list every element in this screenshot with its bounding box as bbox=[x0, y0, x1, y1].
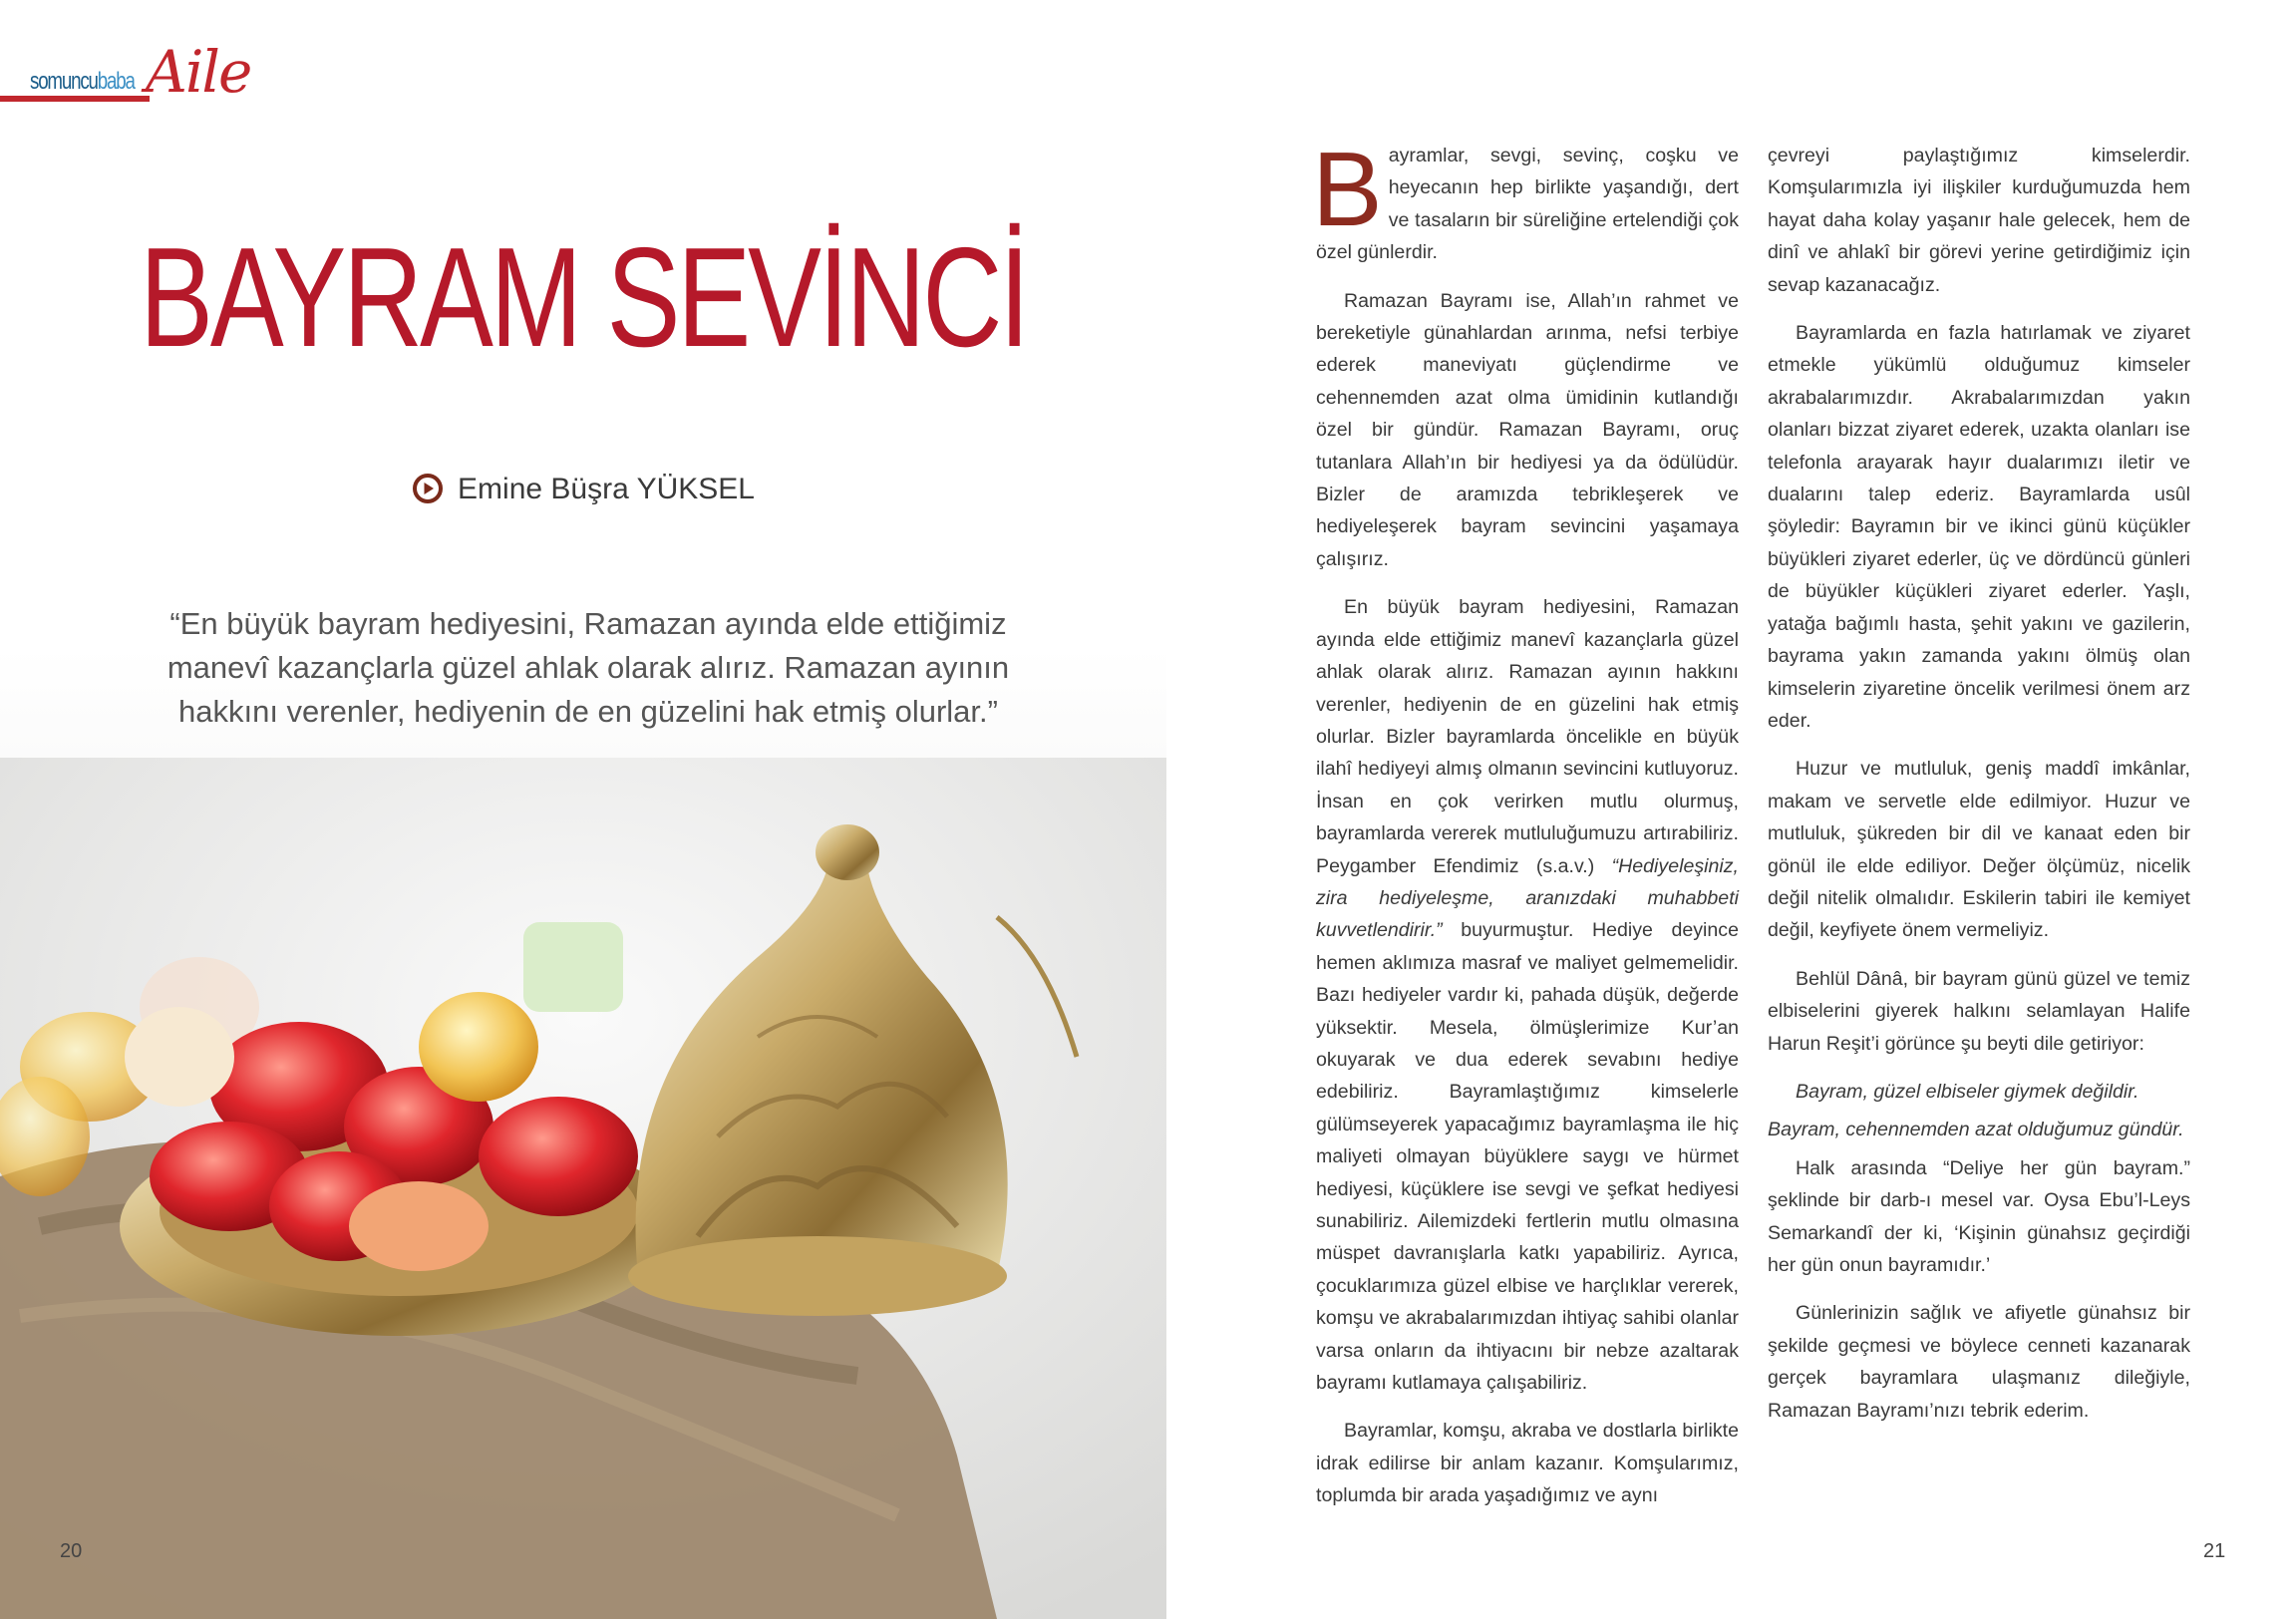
paragraph-9: Halk arasında “Deliye her gün bayram.” şeklinde bir darb-ı mesel var. Oysa Ebu’l-Leys Semarkandî der ki, ‘Kişinin günahsız geçirdiği her gün onun bayramıdır.’ bbox=[1768, 1156, 2190, 1276]
page-number-right: 21 bbox=[2203, 1540, 2226, 1562]
brand-part1: somuncu bbox=[30, 68, 98, 95]
paragraph-6: Bayramlarda en fazla hatırlamak ve ziyaret etmekle yükümlü olduğumuz kimseler akrabalarımızdır. Akrabalarımızdan yakın olanları bizzat ziyaret ederek, uzakta olanları ise telefonla arayarak hayır dualarımızı iletir ve dualarını talep ederiz. Bayramlarda usûl şöyledir: Bayramın bir ve ikinci günü küçükler büyükleri ziyaret ederler, üç ve dördüncü günleri de büyükler küçükleri ziyaret ederler. Yaşlı, yatağa bağımlı hasta, şehit yakını ve gazilerin, bayrama yakın zamanda yakını ölmüş olan kimselerin ziyaretine öncelik verilmesi önem arz eder. bbox=[1768, 322, 2190, 732]
paragraph-7: Huzur ve mutluluk, geniş maddî imkânlar, makam ve servetle elde edilmiyor. Huzur ve mutluluk, şükreden bir dil ve kanaat eden bir gönül ile elde ediliyor. Değer ölçümüz, nicelik değil nitelik olmalıdır. Eskilerin tabiri ile kemiyet değil, keyfiyete önem vermeliyiz. bbox=[1768, 758, 2190, 942]
paragraph-4: Bayramlar, komşu, akraba ve dostlarla birlikte idrak edilirse bir anlam kazanır. Komşularımız, toplumda bir arada yaşadığımız ve aynı bbox=[1316, 1420, 1739, 1507]
paragraph-8: Behlül Dânâ, bir bayram günü güzel ve temiz elbiselerini giyerek halkını selamlayan Halife Harun Reşit’i görünce şu beyti dile getiriyor: bbox=[1768, 967, 2190, 1055]
paragraph-10: Günlerinizin sağlık ve afiyetle günahsız bir şekilde geçmesi ve böylece cenneti kazanarak gerçek bayramlara ulaşmanız dileğiyle, Ramazan Bayramı’nızı tebrik ederim. bbox=[1768, 1302, 2190, 1422]
paragraph-1 bbox=[1312, 131, 1739, 269]
play-circle-icon bbox=[412, 473, 444, 504]
paragraph-3 bbox=[1316, 591, 1739, 1399]
pull-quote: “En büyük bayram hediyesini, Ramazan ayında elde ettiğimiz manevî kazançlarla güzel ahlak olarak alırız. Ramazan ayının hakkını verenler, hediyenin de en güzelini hak etmiş olurlar.” bbox=[166, 606, 1010, 729]
verse-line-2: Bayram, cehennemden azat olduğumuz gündür. bbox=[1768, 1119, 2184, 1141]
author-line bbox=[0, 473, 1166, 506]
article-title: BAYRAM SEVİNCİ bbox=[140, 218, 1027, 377]
brand-part2: baba bbox=[97, 68, 135, 95]
text-column-1 bbox=[1312, 131, 1739, 1528]
right-page bbox=[1166, 0, 2296, 1619]
page-number-left: 20 bbox=[60, 1540, 83, 1562]
verse-line-1: Bayram, güzel elbiseler giymek değildir. bbox=[1796, 1080, 2139, 1103]
drop-cap: B bbox=[1312, 131, 1383, 248]
paragraph-2: Ramazan Bayramı ise, Allah’ın rahmet ve bereketiyle günahlardan arınma, nefsi terbiye ederek maneviyatı güçlendirme ve cehennemden azat olma ümidinin kutlandığı özel bir gündür. Ramazan Bayramı, oruç tutanlara Allah’ın bir hediyesi ya da ödülüdür. Bizler de aramızda tebrikleşerek ve hediyeleşerek bayram sevincini yaşamaya çalışırız. bbox=[1316, 289, 1739, 570]
masthead-brand bbox=[30, 68, 135, 96]
paragraph-3-b: buyurmuştur. Hediye deyince hemen aklımıza masraf ve maliyet gelmemelidir. Bazı hediyeler vardır ki, pahada düşük, değerde yüksektir. Mesela, ölmüşlerimize Kur’an okuyarak ve dua ederek sevabını hediye edebiliriz. Bayramlaştığımız kimselerle gülümseyerek yapacağımız bayramlaşma ile hiç maliyeti olmayan büyüklere saygı ve hürmet hediyesi, küçüklere ise sevgi ve şefkat hediyesi sunabiliriz. Ailemizdeki fertlerin mutlu olmasına müspet davranışlarla katkı yapabiliriz. Ayrıca, çocuklarımıza güzel elbise ve harçlıklar vererek, komşu ve akrabalarımızdan ihtiyaç sahibi olanlar varsa onların da ihtiyacını bir nebze azaltarak bayramı kutlamaya çalışabiliriz. bbox=[1316, 919, 1739, 1395]
masthead-red-line bbox=[0, 96, 150, 102]
masthead bbox=[28, 38, 267, 112]
text-column-2 bbox=[1768, 140, 2190, 1443]
hadith-quote: “Hediyeleşiniz, zira hediyeleşme, aranızdaki muhabbeti kuvvetlendirir.” bbox=[1316, 854, 1739, 942]
paragraph-3-a: En büyük bayram hediyesini, Ramazan ayında elde ettiğimiz manevî kazançlarla güzel ahlak olarak alırız. Ramazan ayının hakkını verenler, hediyenin de en güzelini hak etmiş olurlar. Bizler bayramlarda öncelikle en büyük ilahî hediyeyi almış olmanın sevincini kutluyoruz. İnsan en çok verirken mutlu olurmuş, bayramlarda vererek mutluluğumuzu artırabiliriz. Peygamber Efendimiz (s.a.v.) bbox=[1316, 596, 1739, 877]
candy-bowl-photo bbox=[0, 758, 1166, 1619]
paragraph-1-text: ayramlar, sevgi, sevinç, coşku ve heyecanın hep birlikte yaşandığı, dert ve tasaların bir süreliğine ertelendiği çok özel günlerdir. bbox=[1316, 145, 1739, 264]
author-name: Emine Büşra YÜKSEL bbox=[458, 473, 755, 505]
paragraph-5: çevreyi paylaştığımız kimselerdir. Komşularımızla iyi ilişkiler kurduğumuzda hem hayat daha kolay yaşanır hale gelecek, hem de dinî ve ahlakî bir görevi yerine getirdiğimiz için sevap kazanacağız. bbox=[1768, 145, 2190, 296]
masthead-section: Aile bbox=[146, 38, 251, 106]
